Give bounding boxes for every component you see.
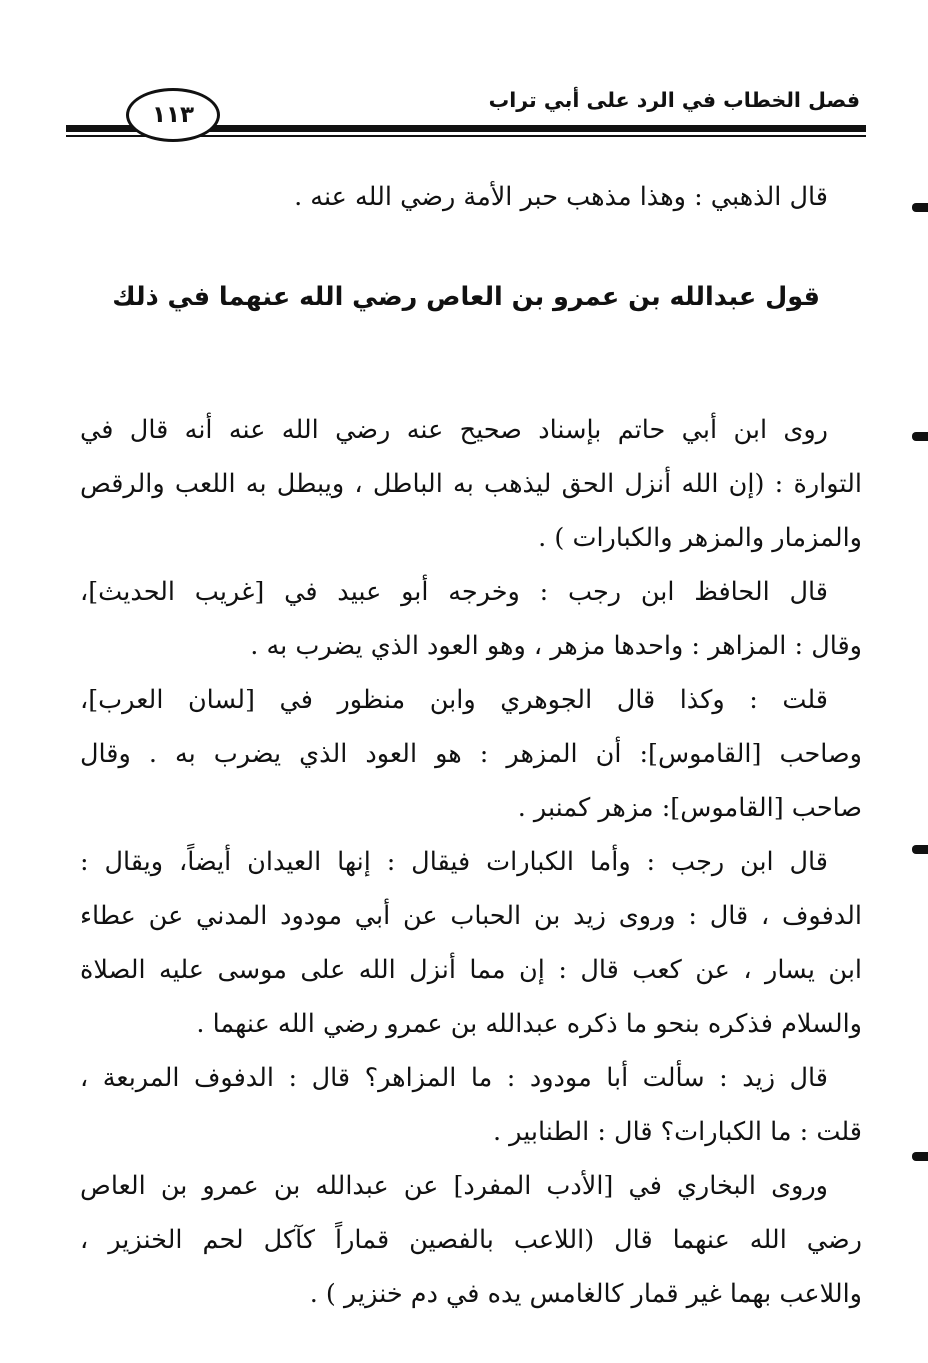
text-line: قلت : وكذا قال الجوهري وابن منظور في [لسان العرب]،: [80, 685, 828, 715]
page-header: [66, 80, 866, 150]
text-line: قال زيد : سألت أبا مودود : ما المزاهر؟ قال : الدفوف المربعة ،: [80, 1063, 828, 1093]
section-heading: قول عبدالله بن عمرو بن العاص رضي الله عنهما في ذلك: [112, 282, 820, 312]
scan-edge-mark: [912, 432, 928, 441]
intro-paragraph: [80, 170, 862, 224]
text-line: الدفوف ، قال : وروى زيد بن الحباب عن أبي مودود المدني عن عطاء: [80, 901, 862, 931]
scan-edge-mark: [912, 845, 928, 854]
book-title: فصل الخطاب في الرد على أبي تراب: [488, 88, 860, 112]
body-text: [80, 403, 862, 1321]
scan-edge-mark: [912, 203, 928, 212]
text-line: والسلام فذكره بنحو ما ذكره عبدالله بن عمرو رضي الله عنهما .: [196, 1009, 862, 1039]
text-line: وصاحب [القاموس]: أن المزهر : هو العود الذي يضرب به . وقال: [80, 739, 862, 769]
text-line: التوارة : (إن الله أنزل الحق ليذهب به الباطل ، ويبطل به اللعب والرقص: [80, 469, 862, 499]
text-line: واللاعب بهما غير قمار كالغامس يده في دم خنزير ) .: [309, 1279, 862, 1309]
scan-edge-mark: [912, 1152, 928, 1161]
text-line: والمزمار والمزهر والكبارات ) .: [538, 523, 862, 553]
text-line: روى ابن أبي حاتم بإسناد صحيح عنه رضي الله عنه أنه قال في: [80, 415, 828, 445]
text-line: ابن يسار ، عن كعب قال : إن مما أنزل الله على موسى عليه الصلاة: [80, 955, 862, 985]
text-line: صاحب [القاموس]: مزهر كمنبر .: [517, 793, 862, 823]
text-line: وروى البخاري في [الأدب المفرد] عن عبدالله بن عمرو بن العاص: [80, 1171, 828, 1201]
text-line: قلت : ما الكبارات؟ قال : الطنابير .: [492, 1117, 862, 1147]
page-number: ١١٣: [126, 88, 220, 142]
text-line: قال الحافظ ابن رجب : وخرجه أبو عبيد في [غريب الحديث]،: [80, 577, 828, 607]
text-line: قال الذهبي : وهذا مذهب حبر الأمة رضي الله عنه .: [294, 182, 828, 212]
text-line: رضي الله عنهما قال (اللاعب بالفصين قماراً كآكل لحم الخنزير ،: [80, 1225, 862, 1255]
text-line: قال ابن رجب : وأما الكبارات فيقال : إنها العيدان أيضاً، ويقال :: [80, 847, 828, 877]
text-line: وقال : المزاهر : واحدها مزهر ، وهو العود الذي يضرب به .: [250, 631, 862, 661]
